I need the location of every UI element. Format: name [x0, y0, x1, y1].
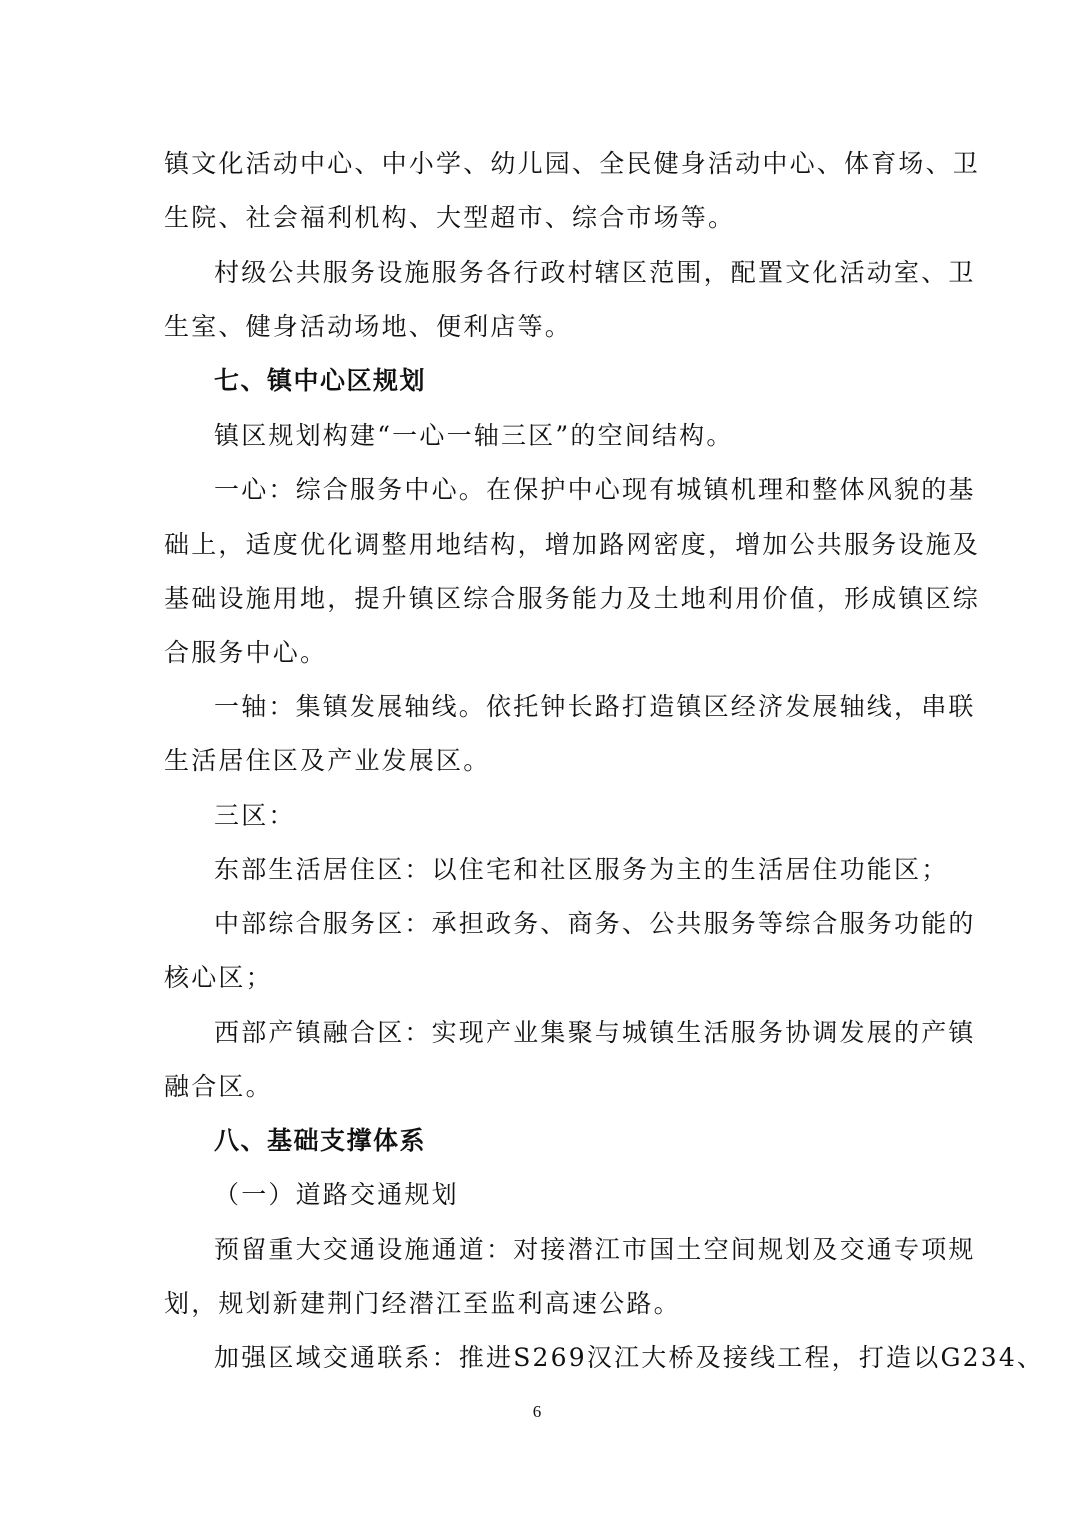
section-heading: 八、基础支撑体系 [214, 1126, 427, 1155]
text-line: 一轴：集镇发展轴线。依托钟长路打造镇区经济发展轴线，串联 [214, 692, 976, 721]
text-line: 基础设施用地，提升镇区综合服务能力及土地利用价值，形成镇区综 [164, 584, 981, 613]
text-line: 合服务中心。 [164, 638, 328, 667]
text-line: 中部综合服务区：承担政务、商务、公共服务等综合服务功能的 [214, 909, 976, 938]
section-heading: 七、镇中心区规划 [214, 366, 427, 395]
text-line: 划，规划新建荆门经潜江至监利高速公路。 [164, 1289, 681, 1318]
text-line: 加强区域交通联系：推进S269汉江大桥及接线工程，打造以G234、 [214, 1343, 1045, 1372]
text-line: 融合区。 [164, 1072, 273, 1101]
text-line: 生室、健身活动场地、便利店等。 [164, 312, 573, 341]
text-line: 镇区规划构建“一心一轴三区”的空间结构。 [214, 421, 734, 450]
text-line: 三区： [214, 801, 296, 830]
text-line: 镇文化活动中心、中小学、幼儿园、全民健身活动中心、体育场、卫 [164, 149, 981, 178]
text-line: 生活居住区及产业发展区。 [164, 746, 491, 775]
text-line: 东部生活居住区：以住宅和社区服务为主的生活居住功能区； [214, 855, 949, 884]
text-line: 生院、社会福利机构、大型超市、综合市场等。 [164, 203, 736, 232]
text-line: 一心：综合服务中心。在保护中心现有城镇机理和整体风貌的基 [214, 475, 976, 504]
text-line: 础上，适度优化调整用地结构，增加路网密度，增加公共服务设施及 [164, 530, 981, 559]
page-number: 6 [532, 1402, 542, 1421]
text-line: 预留重大交通设施通道：对接潜江市国土空间规划及交通专项规 [214, 1235, 976, 1264]
text-line: 西部产镇融合区：实现产业集聚与城镇生活服务协调发展的产镇 [214, 1018, 976, 1047]
subsection-heading: （一）道路交通规划 [214, 1180, 459, 1209]
text-line: 核心区； [164, 963, 273, 992]
text-line: 村级公共服务设施服务各行政村辖区范围，配置文化活动室、卫 [214, 258, 976, 287]
